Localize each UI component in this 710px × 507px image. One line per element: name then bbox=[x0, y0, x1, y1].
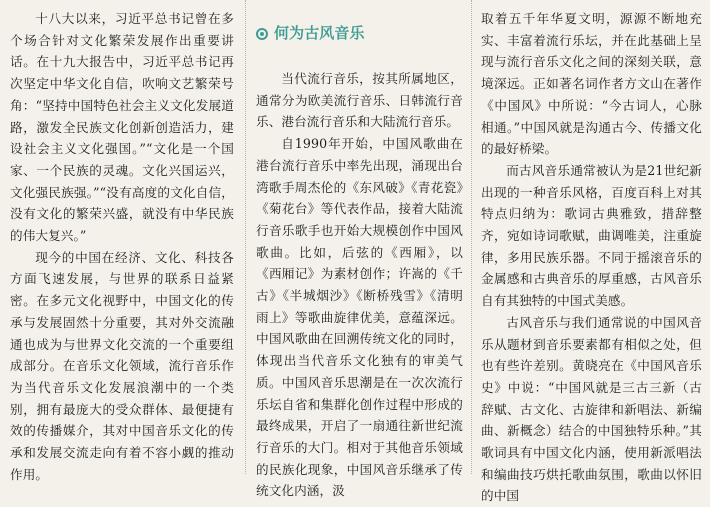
paragraph: 十八大以来，习近平总书记曾在多个场合针对文化繁荣发展作出重要讲话。在十九大报告中，习近平总书记再次坚定中华文化自信，吹响文艺繁荣号角：“坚持中国特色社会主义文化发展道路，激发全民族文化创新创造活力，建设社会主义文化强国。”“文化是一个国家、一个民族的灵魂。文化兴国运兴，文化强民族强。”“没有高度的文化自信，没有文化的繁荣兴盛，就没有中华民族的伟大复兴。” bbox=[10, 11, 234, 244]
paragraph: 自1990年开始，中国风歌曲在港台流行音乐中率先出现，涌现出台湾歌手周杰伦的《东风破》《青花瓷》《菊花台》等代表作品，接着大陆流行音乐歌手也开始大规模创作中国风歌曲。比如，后弦的《西厢》，以《西厢记》为素材创作；许嵩的《千古》《半城烟沙》《断桥残雪》《清明雨上》等歌曲旋律优美，意蕴深远。中国风歌曲在回溯传统文化的同时，体现出当代音乐文化独有的审美气质。中国风音乐思潮是在一次次流行乐坛自省和集群化创作过程中形成的最终成果，开启了一扇通往新世纪流行音乐的大门。相对于其他音乐领域的民族化现象，中国风音乐继承了传统文化内涵，汲 bbox=[256, 136, 463, 499]
paragraph: 当代流行音乐，按其所属地区，通常分为欧美流行音乐、日韩流行音乐、港台流行音乐和大陆流行音乐。 bbox=[256, 71, 463, 130]
text-column-middle bbox=[256, 8, 463, 502]
column-divider bbox=[471, 0, 472, 474]
paragraph: 取着五千年华夏文明，源源不断地充实、丰富着流行乐坛，并在此基础上呈现与流行音乐文化之间的深刻关联，意境深远。正如著名词作者方文山在著作《中国风》中所说：“今古词人，心脉相通。”中国风就是沟通古今、传播文化的最好桥梁。 bbox=[481, 11, 702, 157]
text-column-right bbox=[481, 8, 702, 507]
paragraph: 而古风音乐通常被认为是21世纪新出现的一种音乐风格，百度百科上对其特点归纳为：歌词古典雅致，措辞整齐，宛如诗词歌赋，曲调唯美，注重旋律，多用民族乐器。不同于摇滚音乐的金属感和古典音乐的厚重感，古风音乐自有其独特的中国式美感。 bbox=[481, 162, 702, 309]
circle-bullet-icon bbox=[256, 28, 268, 40]
section-heading-text: 何为古风音乐 bbox=[274, 24, 365, 43]
column-divider bbox=[245, 0, 246, 474]
section-heading bbox=[256, 20, 463, 48]
paragraph: 古风音乐与我们通常说的中国风音乐从题材到音乐要素都有相似之处，但也有些许差别。黄晓亮在《中国风音乐史》中说：“中国风就是三古三新（古辞赋、古文化、古旋律和新唱法、新编曲、新概念）结合的中国独特乐种。”其歌词具有中国文化内涵，使用新派唱法和编曲技巧烘托歌曲氛围，歌曲以怀旧的中国 bbox=[481, 314, 702, 504]
paragraph: 现今的中国在经济、文化、科技各方面飞速发展，与世界的联系日益紧密。在多元文化视野中，中国文化的传承与发展固然十分重要，其对外交流融通也成为与世界文化交流的一个重要组成部分。在音乐文化领域，流行音乐作为当代音乐文化发展浪潮中的一个类别，拥有最庞大的受众群体、最便捷有效的传播媒介，其对中国音乐文化的传承和发展交流走向有着不容小觑的推动作用。 bbox=[10, 249, 234, 482]
text-column-left bbox=[10, 8, 234, 485]
